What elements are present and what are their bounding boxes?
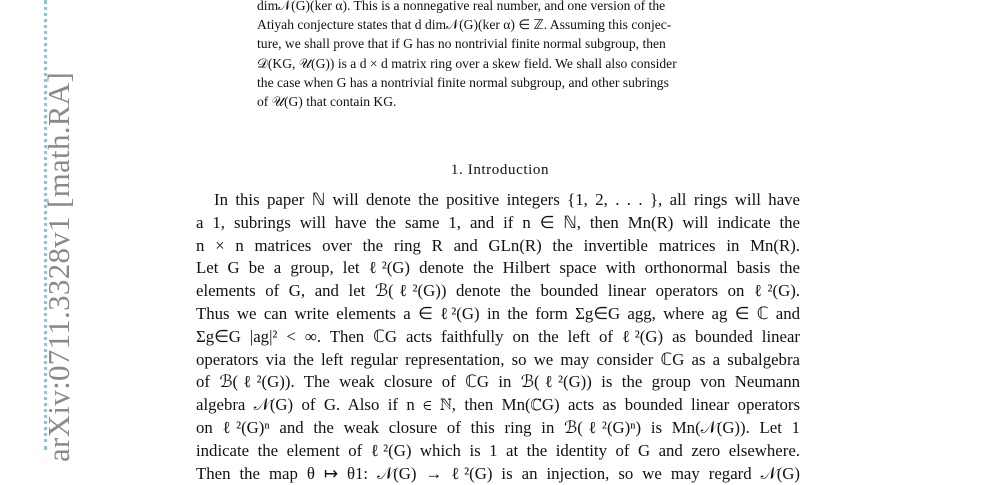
body-line: indicate the element of ℓ²(G) which is 1 at the identity of G and zero elsewhere. (196, 440, 800, 460)
abstract-line: ture, we shall prove that if G has no nontrivial finite normal subgroup, then (257, 36, 666, 52)
body-text (196, 189, 800, 485)
body-line: a 1, subrings will have the same 1, and if n ∈ ℕ, then Mn(R) will indicate the (196, 212, 800, 232)
arxiv-sidebar (0, 0, 76, 462)
body-line: algebra 𝒩(G) of G. Also if n ∈ ℕ, then Mn(ℂG) acts as bounded linear operators (196, 395, 800, 415)
abstract-line: 𝒟(KG, 𝒰(G)) is a d × d matrix ring over a skew field. We shall also consider (257, 55, 677, 71)
body-line: operators via the left regular representation, so we may consider ℂG as a subalgebra (196, 349, 800, 369)
body-line: elements of G, and let ℬ(ℓ²(G)) denote the bounded linear operators on ℓ²(G). (196, 281, 800, 301)
section-heading: 1. Introduction (450, 162, 550, 178)
body-line: Then the map θ ↦ θ1: 𝒩(G) → ℓ²(G) is an injection, so we may regard 𝒩(G) (196, 463, 800, 483)
body-line: Thus we can write elements a ∈ ℓ²(G) in the form Σg∈G agg, where ag ∈ ℂ and (196, 303, 800, 323)
abstract-line: Atiyah conjecture states that d dim𝒩(G)(ker α) ∈ ℤ. Assuming this conjec- (257, 17, 672, 33)
body-line: n × n matrices over the ring R and GLn(R) the invertible matrices in Mn(R). (196, 235, 800, 255)
body-line: on ℓ²(G)ⁿ and the weak closure of this ring in ℬ(ℓ²(G)ⁿ) is Mn(𝒩(G)). Let 1 (196, 417, 800, 437)
body-line: Σg∈G |ag|² < ∞. Then ℂG acts faithfully on the left of ℓ²(G) as bounded linear (196, 326, 800, 346)
abstract-line: of 𝒰(G) that contain KG. (257, 94, 397, 110)
abstract-line: dim𝒩(G)(ker α). This is a nonnegative real number, and one version of the (257, 0, 666, 13)
body-line: Let G be a group, let ℓ²(G) denote the Hilbert space with orthonormal basis the (196, 258, 800, 278)
body-line: In this paper ℕ will denote the positive integers {1, 2, . . . }, all rings will have (214, 190, 800, 209)
abstract-block (257, 0, 769, 111)
body-line: of ℬ(ℓ²(G)). The weak closure of ℂG in ℬ(ℓ²(G)) is the group von Neumann (196, 372, 800, 392)
abstract-line: the case when G has a nontrivial finite normal subgroup, and other subrings (257, 74, 669, 90)
arxiv-identifier: arXiv:0711.3328v1 [math.RA] (41, 71, 76, 462)
